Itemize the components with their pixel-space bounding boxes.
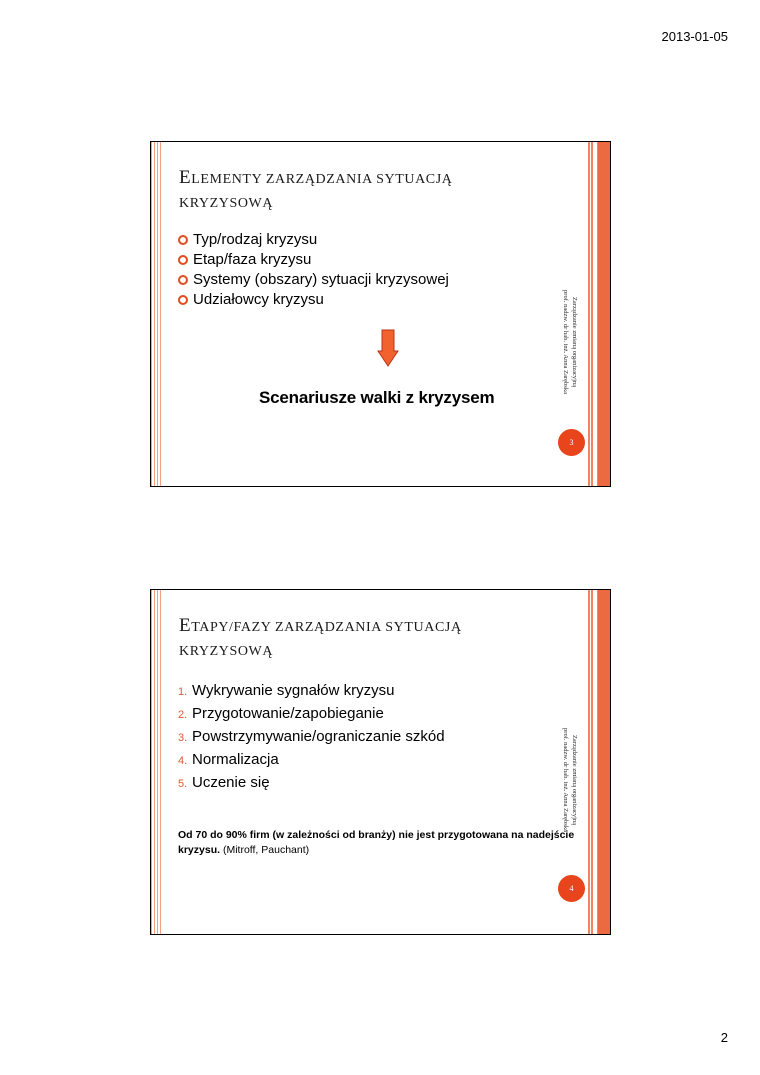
list-item: 3. Powstrzymywanie/ograniczanie szkód (178, 728, 445, 745)
down-arrow-icon (377, 329, 399, 367)
title-line2: KRYZYSOWĄ (179, 644, 274, 659)
slide-3 (150, 141, 611, 487)
slide-title (179, 166, 539, 216)
list-item: 4. Normalizacja (178, 751, 279, 768)
author-name: prof. nadzw. dr hab. inż. Anna Zarębska (562, 728, 569, 832)
note-bold: Od 70 do 90% firm (w zależności od branży) nie jest przygotowana na nadejście kryzysu. (178, 829, 575, 856)
page-number: 2 (720, 1030, 728, 1045)
highlight-text: Scenariusze walki z kryzysem (259, 388, 495, 407)
list-item: 2. Przygotowanie/zapobieganie (178, 705, 384, 722)
numbered-list (178, 680, 445, 795)
list-item: Etap/faza kryzysu (178, 250, 449, 270)
author-name: prof. nadzw. dr hab. inż. Anna Zarębska (562, 290, 569, 394)
title-line1: LEMENTY ZARZĄDZANIA SYTUACJĄ (191, 172, 453, 187)
bullet-ring-icon (178, 235, 188, 245)
slide-4 (150, 589, 611, 935)
list-item: 1. Wykrywanie sygnałów kryzysu (178, 682, 395, 699)
right-bar-decoration (586, 590, 610, 934)
bullet-list (178, 230, 449, 310)
statistic-note (178, 828, 578, 858)
left-stripe-decoration (151, 590, 161, 934)
title-line2: KRYZYSOWĄ (179, 196, 274, 211)
bullet-ring-icon (178, 255, 188, 265)
slide-title (179, 614, 539, 664)
list-item: Systemy (obszary) sytuacji kryzysowej (178, 270, 449, 290)
bullet-ring-icon (178, 275, 188, 285)
list-item: Udziałowcy kryzysu (178, 290, 449, 310)
left-stripe-decoration (151, 142, 161, 486)
right-bar-decoration (586, 142, 610, 486)
author-sidebar (555, 700, 585, 860)
bullet-ring-icon (178, 295, 188, 305)
author-sidebar (555, 262, 585, 422)
list-item: Typ/rodzaj kryzysu (178, 230, 449, 250)
note-source: (Mitroff, Pauchant) (220, 844, 310, 856)
document-date: 2013-01-05 (661, 29, 728, 44)
list-item: 5. Uczenie się (178, 774, 270, 791)
slide-number-badge: 4 (558, 875, 585, 902)
course-name: Zarządzanie zmianą organizacyjną (571, 296, 578, 388)
title-capital: E (179, 167, 192, 188)
slide-number-badge: 3 (558, 429, 585, 456)
title-capital: E (179, 615, 192, 636)
title-line1: TAPY/FAZY ZARZĄDZANIA SYTUACJĄ (191, 620, 462, 635)
course-name: Zarządzanie zmianą organizacyjną (571, 734, 578, 826)
